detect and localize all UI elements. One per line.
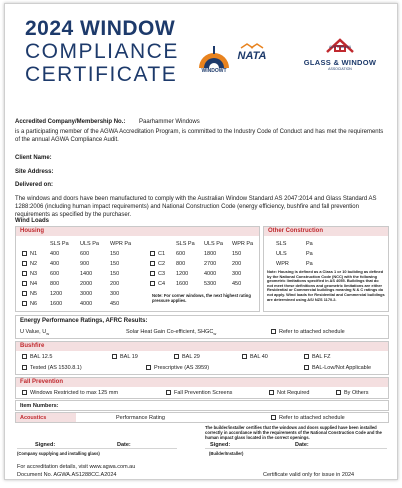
acoustics-refer-label: Refer to attached schedule [279, 415, 345, 421]
uls-cell: 600 [80, 251, 90, 257]
prescriptive-checkbox[interactable] [146, 365, 151, 370]
wpr-cell: 150 [110, 261, 120, 267]
uls-cell: 3000 [80, 291, 93, 297]
title-line-2: COMPLIANCE [25, 40, 179, 63]
c2-checkbox[interactable] [150, 261, 155, 266]
sls-cell: 600 [50, 271, 60, 277]
shgc-sub: w [213, 331, 217, 337]
not-required-option[interactable] [269, 390, 309, 396]
wpr-cell: 150 [110, 251, 120, 257]
c-header-uls: ULS Pa [204, 241, 223, 247]
row-code: N1 [30, 251, 38, 257]
c4-checkbox[interactable] [150, 281, 155, 286]
wpr-cell: 300 [232, 271, 242, 277]
windowt-logo [195, 42, 233, 82]
builder-caption: (Builder/Installer) [209, 451, 244, 456]
bal-fz-label: BAL FZ [312, 354, 331, 360]
agwa-assoc-text: ASSOCIATION [328, 67, 352, 71]
uls-cell: 1400 [80, 271, 93, 277]
table-row [20, 289, 136, 299]
title-line-1: 2024 WINDOW [25, 17, 176, 40]
uls-cell: 4000 [204, 271, 217, 277]
company-caption: (Company supplying and installing glass) [17, 451, 100, 456]
sls-cell: 800 [50, 281, 60, 287]
accreditation-visit-text: For accreditation details, visit www.agwa.com.au [17, 464, 136, 470]
screens-label: Fall Prevention Screens [174, 390, 233, 396]
member-label: Accredited Company/Membership No.: [15, 119, 126, 125]
corner-note: Note: For corner windows, the next highest rating pressure applies. [152, 293, 251, 304]
restricted-checkbox[interactable] [22, 390, 27, 395]
c-header-wpr: WPR Pa [232, 241, 254, 247]
not-required-label: Not Required [277, 390, 310, 396]
tested-checkbox[interactable] [22, 365, 27, 370]
row-code: N4 [30, 281, 38, 287]
uls-cell: 4000 [80, 301, 93, 307]
bal-40-checkbox[interactable] [242, 354, 247, 359]
u-value-text: U Value, U [20, 329, 47, 335]
bal-19-checkbox[interactable] [112, 354, 117, 359]
energy-title: Energy Performance Ratings, AFRC Results: [20, 318, 148, 324]
bal-12-5-checkbox[interactable] [22, 354, 27, 359]
table-row [20, 259, 136, 269]
housing-definition-note: Note: Housing is defined as a Class 1 or 10 building as defined by the National Construction Code (NCC) with the following geometric limitations specified in AS 4055. Buildings that do not meet these definitions and geometric limitations are either Residential or Commercial buildings meaning N & C ratings do not apply. Wind loads for Residential and Commercial buildings are determined using AS/ NZS 1170.2. [267, 269, 385, 302]
other-wpr-label: WPR [276, 261, 289, 267]
bushfire-title: Bushfire [16, 342, 388, 351]
bushfire-section [15, 341, 389, 375]
sls-cell: 800 [176, 261, 186, 267]
n6-checkbox[interactable] [22, 301, 27, 306]
sls-cell: 1200 [176, 271, 189, 277]
nata-logo [237, 42, 267, 68]
n-header-uls: ULS Pa [80, 241, 99, 247]
table-row [148, 249, 255, 259]
uls-cell: 2700 [204, 261, 217, 267]
u-value-sub: w [46, 331, 50, 337]
row-code: N3 [30, 271, 38, 277]
other-sls-row [276, 241, 313, 247]
row-code: C4 [158, 281, 166, 287]
by-others-label: By Others [344, 390, 369, 396]
uls-cell: 2000 [80, 281, 93, 287]
housing-title: Housing [16, 227, 259, 236]
bal-29-checkbox[interactable] [174, 354, 179, 359]
acoustics-rating-label: Performance Rating [116, 415, 165, 421]
by-others-checkbox[interactable] [336, 390, 341, 395]
n4-checkbox[interactable] [22, 281, 27, 286]
n-header-sls: SLS Pa [50, 241, 69, 247]
bal-low-label: BAL-Low/Not Applicable [312, 365, 372, 371]
certificate-title [25, 18, 179, 85]
energy-refer-option[interactable] [271, 329, 345, 335]
n5-checkbox[interactable] [22, 291, 27, 296]
other-construction-section [263, 226, 389, 312]
sls-cell: 1600 [50, 301, 63, 307]
n3-checkbox[interactable] [22, 271, 27, 276]
acoustics-refer-option[interactable] [271, 415, 345, 421]
other-sls-unit: Pa [306, 241, 313, 247]
shgc-text: Solar Heat Gain Co-efficient, SHGC [126, 329, 214, 335]
nata-logo-text: NATA [237, 50, 267, 62]
n-header-wpr: WPR Pa [110, 241, 132, 247]
site-address-label: Site Address: [15, 169, 54, 175]
row-code: N2 [30, 261, 38, 267]
acoustics-title: Acoustics [20, 415, 47, 421]
certificate-page [4, 3, 398, 480]
member-line [15, 118, 200, 126]
bal-40-label: BAL 40 [250, 354, 268, 360]
other-sls-label: SLS [276, 241, 287, 247]
table-row [20, 299, 136, 309]
other-uls-label: ULS [276, 251, 287, 257]
housing-c-table [148, 239, 255, 289]
c3-checkbox[interactable] [150, 271, 155, 276]
wpr-cell: 450 [110, 301, 120, 307]
member-value: Paarhammer Windows [139, 119, 200, 125]
other-wpr-unit: Pa [306, 261, 313, 267]
windowt-logo-text: WINDOWT [201, 68, 227, 74]
sls-cell: 1200 [50, 291, 63, 297]
n1-checkbox[interactable] [22, 251, 27, 256]
energy-section [15, 315, 389, 339]
bal-12-5-label: BAL 12.5 [30, 354, 53, 360]
signed-company-label: Signed: [35, 442, 56, 448]
bal-low-checkbox[interactable] [304, 365, 309, 370]
table-row [148, 259, 255, 269]
row-code: C1 [158, 251, 166, 257]
sls-cell: 600 [176, 251, 186, 257]
uls-cell: 5300 [204, 281, 217, 287]
bal-29-label: BAL 29 [182, 354, 200, 360]
other-construction-title: Other Construction [264, 227, 388, 236]
restricted-label: Windows Restricted to max 125 mm [30, 390, 119, 396]
title-line-3: CERTIFICATE [25, 63, 178, 86]
uls-cell: 900 [80, 261, 90, 267]
signature-line-builder [205, 448, 387, 449]
signature-line-company [17, 448, 177, 449]
screens-checkbox[interactable] [166, 390, 171, 395]
compliance-statement: The windows and doors have been manufactured to comply with the Australian Window Standard AS 2047:2014 and Glass Standard AS 1288:2006 (including human impact requirements) and National Construction Code (energy efficiency, bushfire and fall prevention requirements as specified by the purchaser. [15, 196, 377, 218]
acoustics-refer-checkbox[interactable] [271, 415, 276, 420]
signed-builder-label: Signed: [210, 442, 231, 448]
table-row [20, 269, 136, 279]
bal-12-5-option[interactable] [22, 354, 52, 360]
prescriptive-option[interactable] [146, 365, 209, 371]
restricted-option[interactable] [22, 390, 118, 396]
sls-cell: 400 [50, 261, 60, 267]
table-row [20, 249, 136, 259]
item-numbers-label: Item Numbers: [20, 403, 59, 409]
uls-cell: 1800 [204, 251, 217, 257]
bal-fz-option[interactable] [304, 354, 330, 360]
bal-29-option[interactable] [174, 354, 200, 360]
wpr-cell: 150 [110, 271, 120, 277]
bal-fz-checkbox[interactable] [304, 354, 309, 359]
c-header-sls: SLS Pa [176, 241, 195, 247]
other-uls-unit: Pa [306, 251, 313, 257]
delivered-on-label: Delivered on: [15, 182, 54, 188]
by-others-option[interactable] [336, 390, 368, 396]
screens-option[interactable] [166, 390, 232, 396]
prescriptive-label: Prescriptive (AS 3959) [154, 365, 210, 371]
client-name-label: Client Name: [15, 155, 52, 161]
validity-note: Certificate valid only for issue in 2024 [263, 472, 355, 478]
agwa-logo [301, 34, 379, 79]
shgc-label [126, 329, 216, 336]
windowt-emblem-icon [195, 42, 233, 70]
bal-19-option[interactable] [112, 354, 138, 360]
table-row [148, 279, 255, 289]
wpr-cell: 200 [232, 261, 242, 267]
wpr-cell: 450 [232, 281, 242, 287]
bal-19-label: BAL 19 [120, 354, 138, 360]
n2-checkbox[interactable] [22, 261, 27, 266]
sls-cell: 400 [50, 251, 60, 257]
row-code: C3 [158, 271, 166, 277]
tested-option[interactable] [22, 365, 82, 371]
agwa-name-text: GLASS & WINDOW [303, 58, 377, 67]
c1-checkbox[interactable] [150, 251, 155, 256]
row-code: N6 [30, 301, 38, 307]
table-row [20, 279, 136, 289]
sls-cell: 1600 [176, 281, 189, 287]
other-uls-row [276, 251, 313, 257]
u-value-label [20, 329, 49, 336]
bal-low-option[interactable] [304, 365, 371, 371]
energy-refer-checkbox[interactable] [271, 329, 276, 334]
document-number: Document No. AGWA.AS1288CC.A2024 [17, 472, 117, 478]
wpr-cell: 300 [110, 291, 120, 297]
agwa-sub-text: AUSTRALIAN [329, 45, 351, 49]
installer-certification-note: The builder/installer certifies that the windows and doors supplied have been installed correctly in accordance with the requirements of the National Construction Code and the human impact glass located in the correct openings. [205, 425, 382, 440]
housing-section [15, 226, 260, 312]
wpr-cell: 200 [110, 281, 120, 287]
other-wpr-row [276, 261, 313, 267]
bal-40-option[interactable] [242, 354, 268, 360]
housing-n-table [20, 239, 136, 309]
fall-prevention-section [15, 377, 389, 399]
table-row [148, 269, 255, 279]
tested-label: Tested (AS 1530.8.1) [30, 365, 82, 371]
wpr-cell: 150 [232, 251, 242, 257]
acoustics-section [15, 412, 389, 423]
row-code: C2 [158, 261, 166, 267]
energy-refer-label: Refer to attached schedule [279, 329, 345, 335]
date-builder-label: Date: [295, 442, 309, 448]
item-numbers-section [15, 400, 389, 411]
fall-prevention-title: Fall Prevention [16, 378, 388, 387]
intro-text: is a participating member of the AGWA Accreditation Program, is committed to the Industry Code of Conduct and has met the requirements of the annual AGWA Compliance Audit. [15, 129, 384, 143]
not-required-checkbox[interactable] [269, 390, 274, 395]
wind-loads-label: Wind Loads [15, 218, 49, 224]
row-code: N5 [30, 291, 38, 297]
date-company-label: Date: [117, 442, 131, 448]
